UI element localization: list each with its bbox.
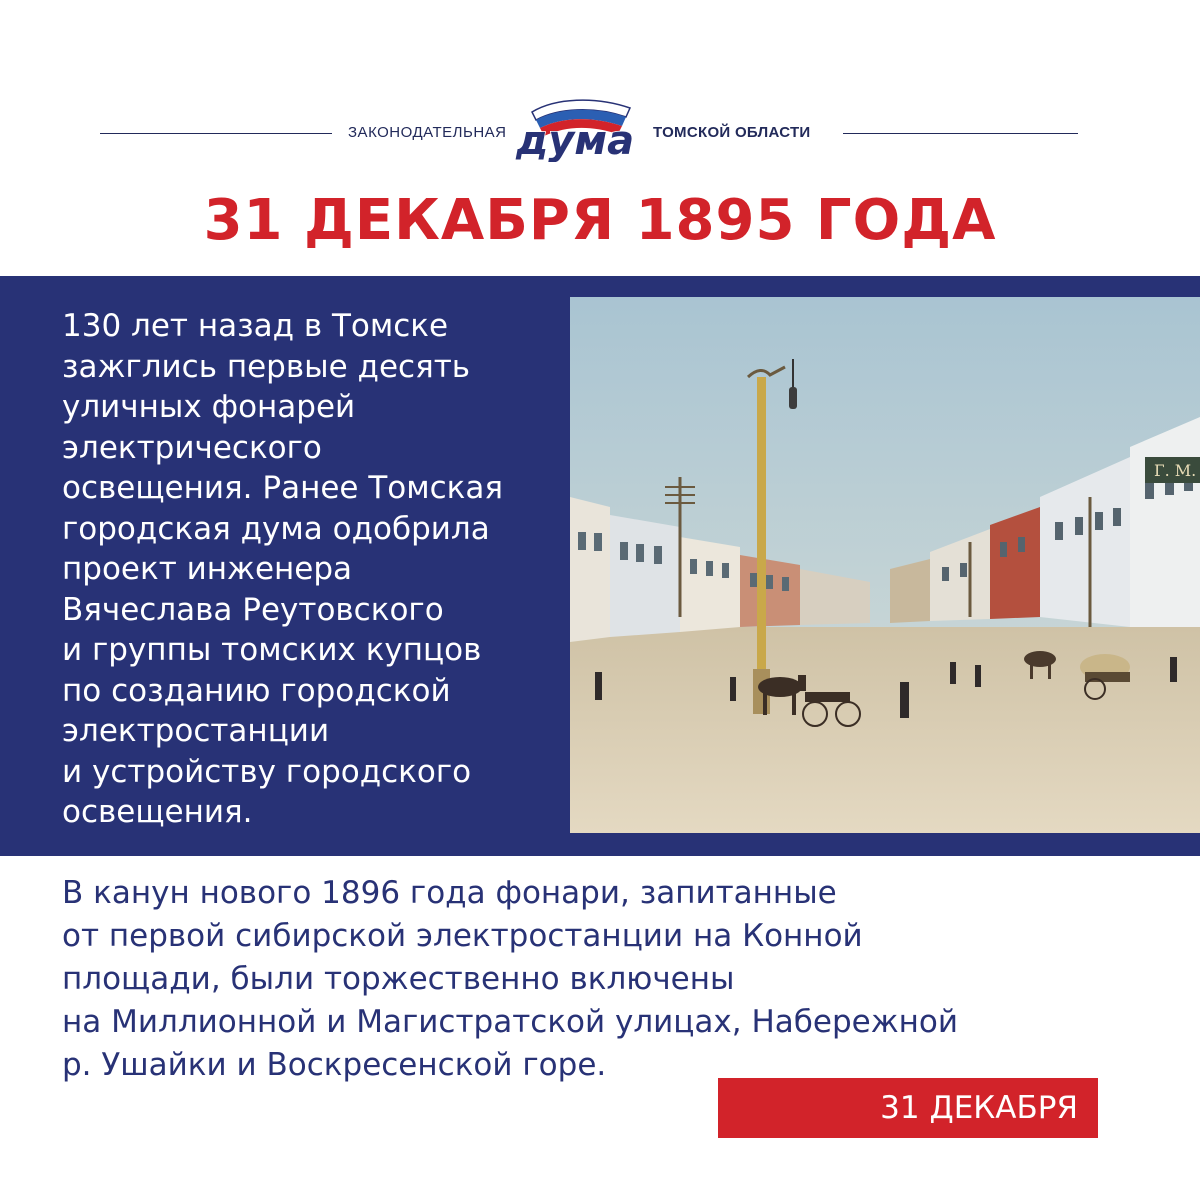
intro-line: Вячеслава Реутовского: [62, 591, 444, 628]
body-text: [62, 872, 1162, 1087]
intro-line: электрического: [62, 429, 322, 466]
intro-line: по созданию городской: [62, 672, 451, 709]
svg-text:дума: дума: [516, 118, 635, 162]
historic-street-photo: [570, 297, 1200, 833]
intro-line: уличных фонарей: [62, 389, 356, 425]
intro-text: [62, 306, 562, 833]
header-organization-label: ЗАКОНОДАТЕЛЬНАЯ: [348, 124, 507, 141]
date-badge: 31 ДЕКАБРЯ: [718, 1078, 1098, 1138]
body-line: от первой сибирской электростанции на Конной: [62, 918, 863, 954]
intro-line: проект инженера: [62, 551, 353, 587]
intro-line: 130 лет назад в Томске: [62, 308, 449, 344]
header-divider-right: [843, 133, 1078, 134]
intro-line: и устройству городского: [62, 753, 472, 790]
body-line: площади, были торжественно включены: [62, 961, 735, 997]
intro-line: электростанции: [62, 713, 330, 749]
shop-sign-text: Г. М.: [1154, 461, 1197, 480]
body-line: р. Ушайки и Воскресенской горе.: [62, 1047, 607, 1083]
page-title: 31 ДЕКАБРЯ 1895 ГОДА: [203, 188, 997, 253]
intro-line: зажглись первые десять: [62, 348, 471, 385]
body-line: на Миллионной и Магистратской улицах, Набережной: [62, 1004, 959, 1040]
duma-logo: [510, 90, 650, 162]
intro-line: городская дума одобрила: [62, 510, 490, 547]
intro-line: освещения. Ранее Томская: [62, 470, 504, 506]
intro-line: освещения.: [62, 794, 253, 830]
header-divider-left: [100, 133, 332, 134]
intro-line: и группы томских купцов: [62, 632, 482, 668]
body-line: В канун нового 1896 года фонари, запитанные: [62, 875, 837, 911]
header-region-label: ТОМСКОЙ ОБЛАСТИ: [653, 124, 811, 141]
